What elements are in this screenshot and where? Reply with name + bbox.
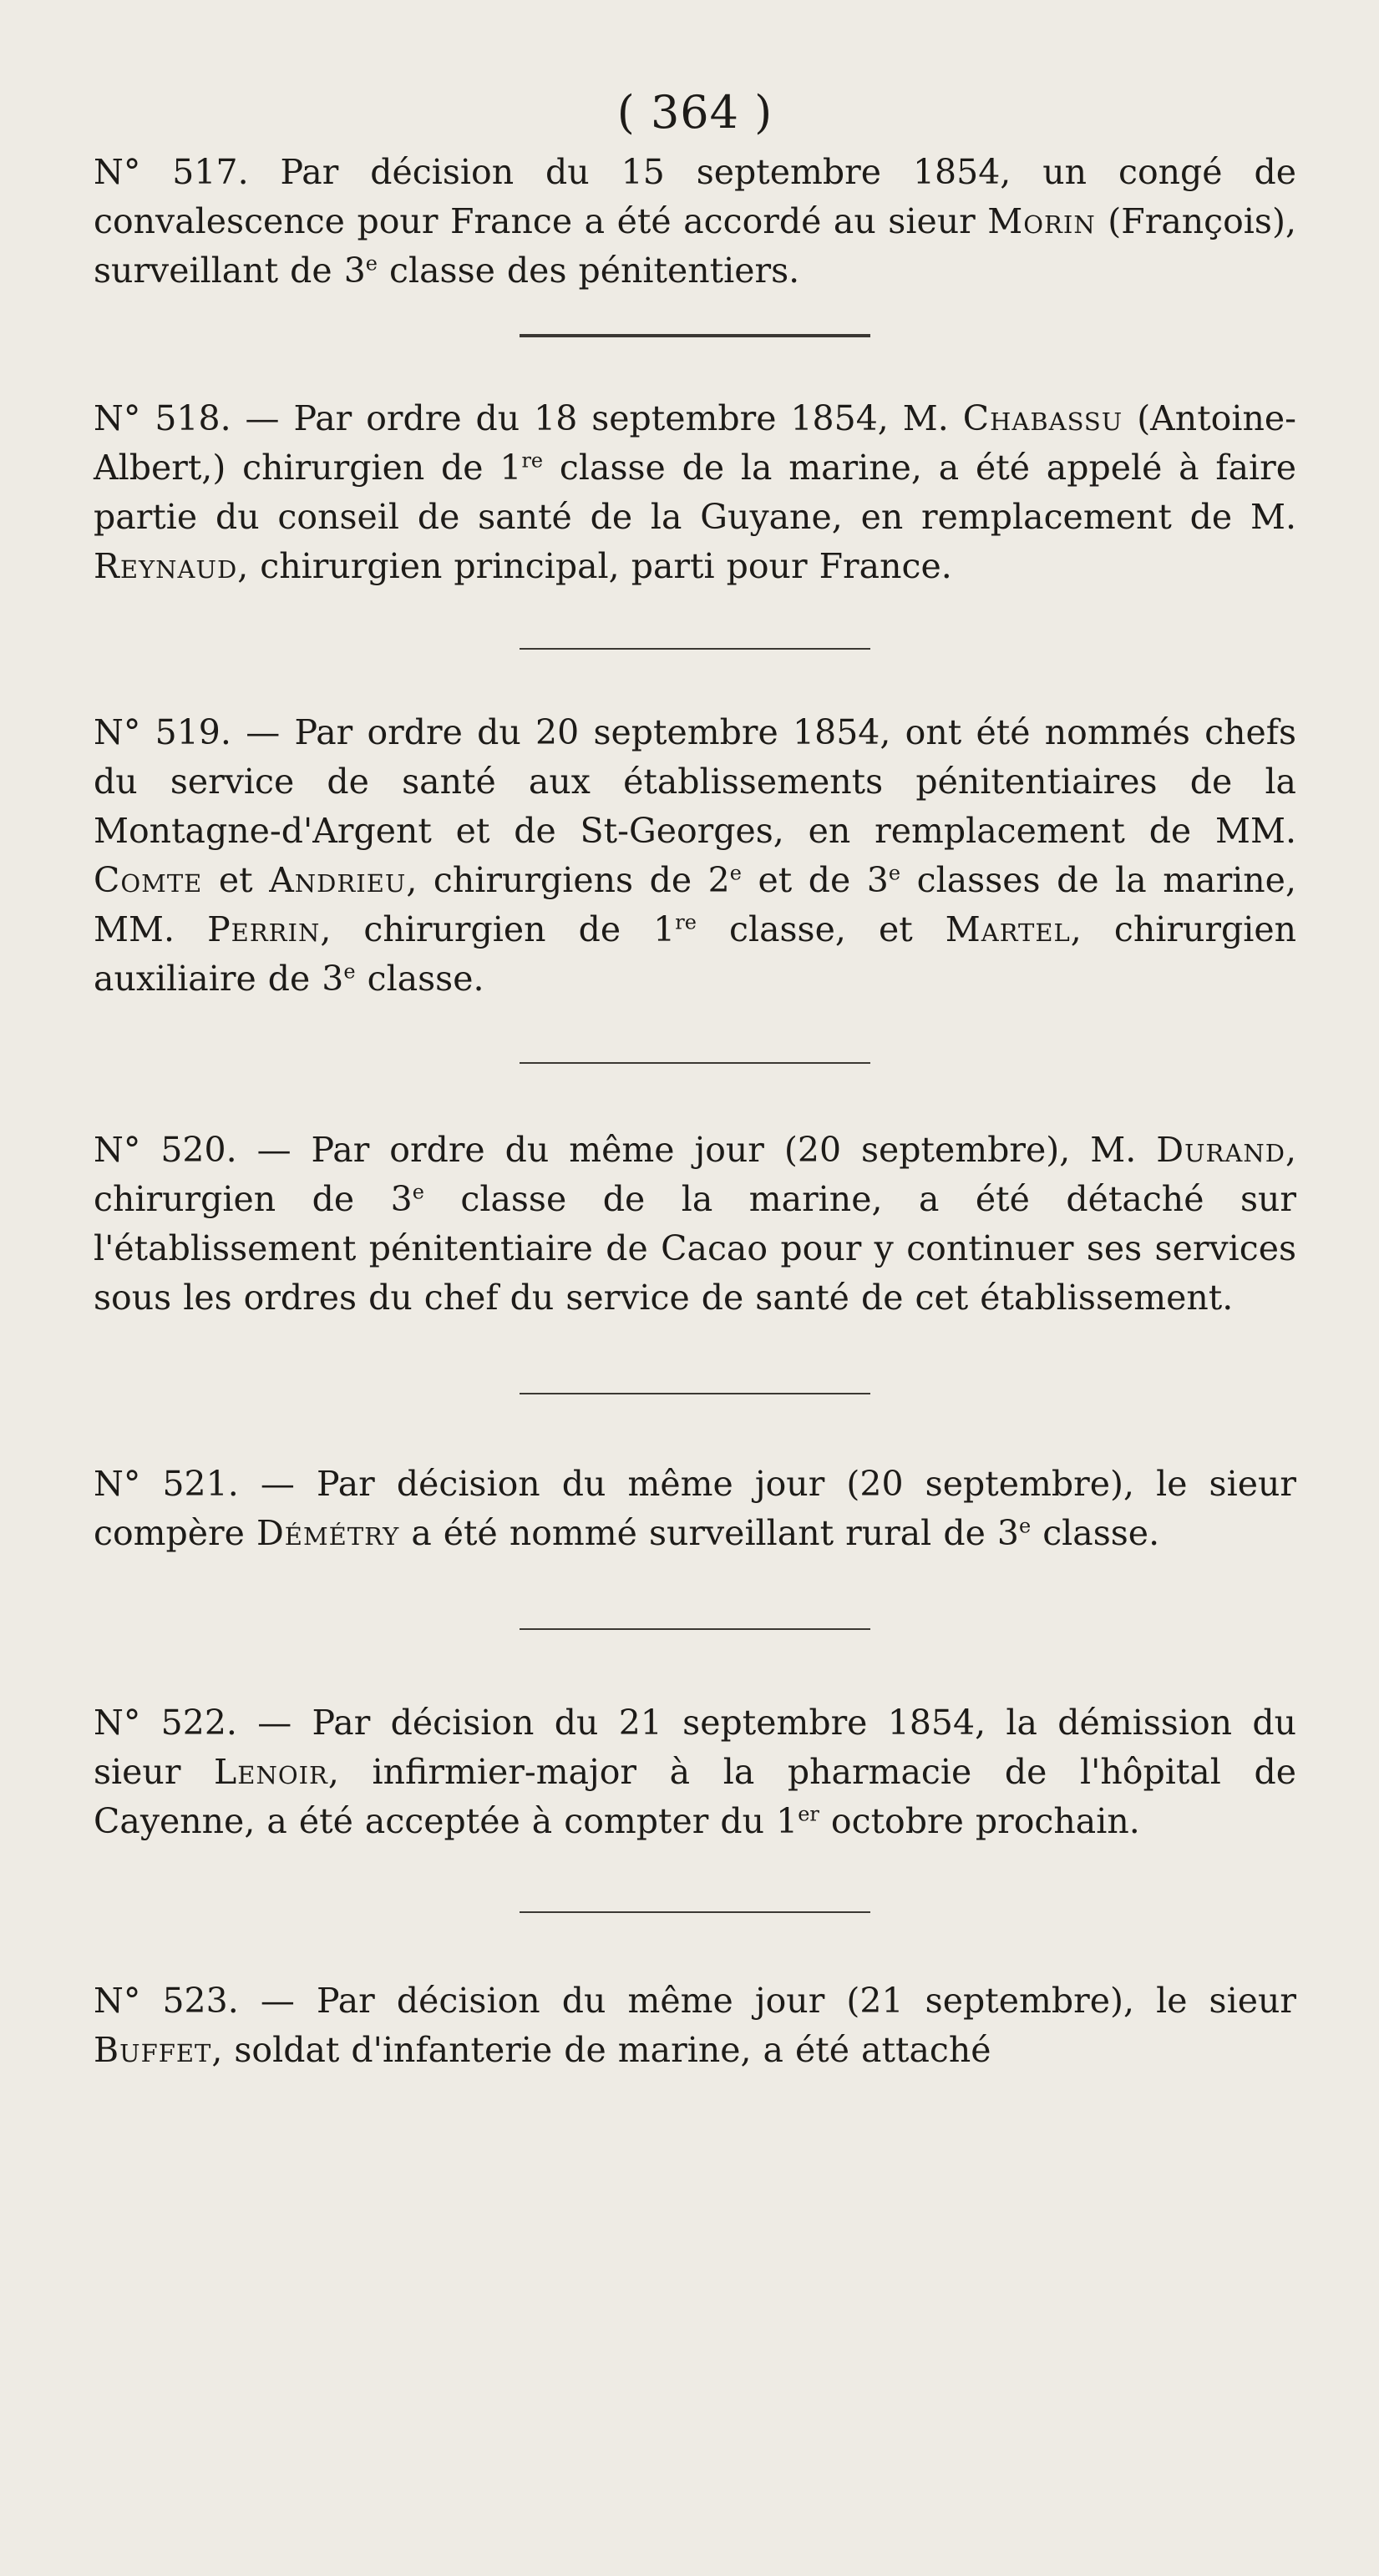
- entry-517: N° 517. Par décision du 15 septembre 1854, un congé de convalescence pour France a été accordé au sieur Morin (François), surveillant de 3e classe des pénitentiers.: [94, 152, 1297, 291]
- page-number: ( 364 ): [616, 86, 773, 139]
- entry-number: N° 521.: [94, 1464, 239, 1504]
- entry-number: N° 520.: [94, 1130, 237, 1170]
- person-name: Reynaud: [94, 546, 238, 586]
- separator-rule: [520, 1393, 870, 1394]
- person-name: Démétry: [256, 1513, 400, 1553]
- person-name: Durand: [1156, 1130, 1285, 1170]
- entry-number: N° 523.: [94, 1981, 239, 2021]
- separator-rule: [520, 1628, 870, 1630]
- separator-rule: [520, 1062, 870, 1064]
- entry-523: N° 523. — Par décision du même jour (21 septembre), le sieur Buffet, soldat d'infanterie de marine, a été attaché: [94, 1981, 1296, 2070]
- person-name: Morin: [987, 201, 1096, 241]
- person-name: Lenoir: [214, 1752, 328, 1792]
- separator-rule: [520, 334, 870, 337]
- separator-rule: [520, 1911, 870, 1913]
- entry-number: N° 519.: [94, 712, 231, 752]
- person-name: Buffet: [94, 2030, 212, 2070]
- entry-number: N° 517.: [94, 152, 249, 192]
- person-name: Chabassu: [962, 398, 1123, 438]
- entry-520: N° 520. — Par ordre du même jour (20 septembre), M. Durand, chirurgien de 3e classe de la marine, a été détaché sur l'établissement pénitentiaire de Cacao pour y continuer ses services sous les ordres du chef du service de santé de cet établissement.: [94, 1130, 1296, 1318]
- separator-rule: [520, 648, 870, 650]
- entry-number: N° 518.: [94, 398, 231, 438]
- person-name: Andrieu: [269, 860, 407, 900]
- entry-522: N° 522. — Par décision du 21 septembre 1854, la démission du sieur Lenoir, infirmier-major à la pharmacie de l'hôpital de Cayenne, a été acceptée à compter du 1er octobre prochain.: [94, 1703, 1296, 1841]
- entry-518: N° 518. — Par ordre du 18 septembre 1854, M. Chabassu (Antoine-Albert,) chirurgien de 1re classe de la marine, a été appelé à faire partie du conseil de santé de la Guyane, en remplacement de M. Reynaud, chirurgien principal, parti pour France.: [94, 398, 1297, 586]
- entry-521: N° 521. — Par décision du même jour (20 septembre), le sieur compère Démétry a été nommé surveillant rural de 3e classe.: [94, 1464, 1296, 1553]
- person-name: Comte: [94, 860, 203, 900]
- person-name: Perrin: [207, 909, 321, 949]
- entry-number: N° 522.: [94, 1703, 237, 1743]
- person-name: Martel: [945, 909, 1071, 949]
- entry-519: N° 519. — Par ordre du 20 septembre 1854, ont été nommés chefs du service de santé aux établissements pénitentiaires de la Montagne-d'Argent et de St-Georges, en remplacement de MM. Comte et Andrieu, chirurgiens de 2e et de 3e classes de la marine, MM. Perrin, chirurgien de 1re classe, et Martel, chirurgien auxiliaire de 3e classe.: [94, 712, 1297, 999]
- document-page: [94, 88, 1296, 2075]
